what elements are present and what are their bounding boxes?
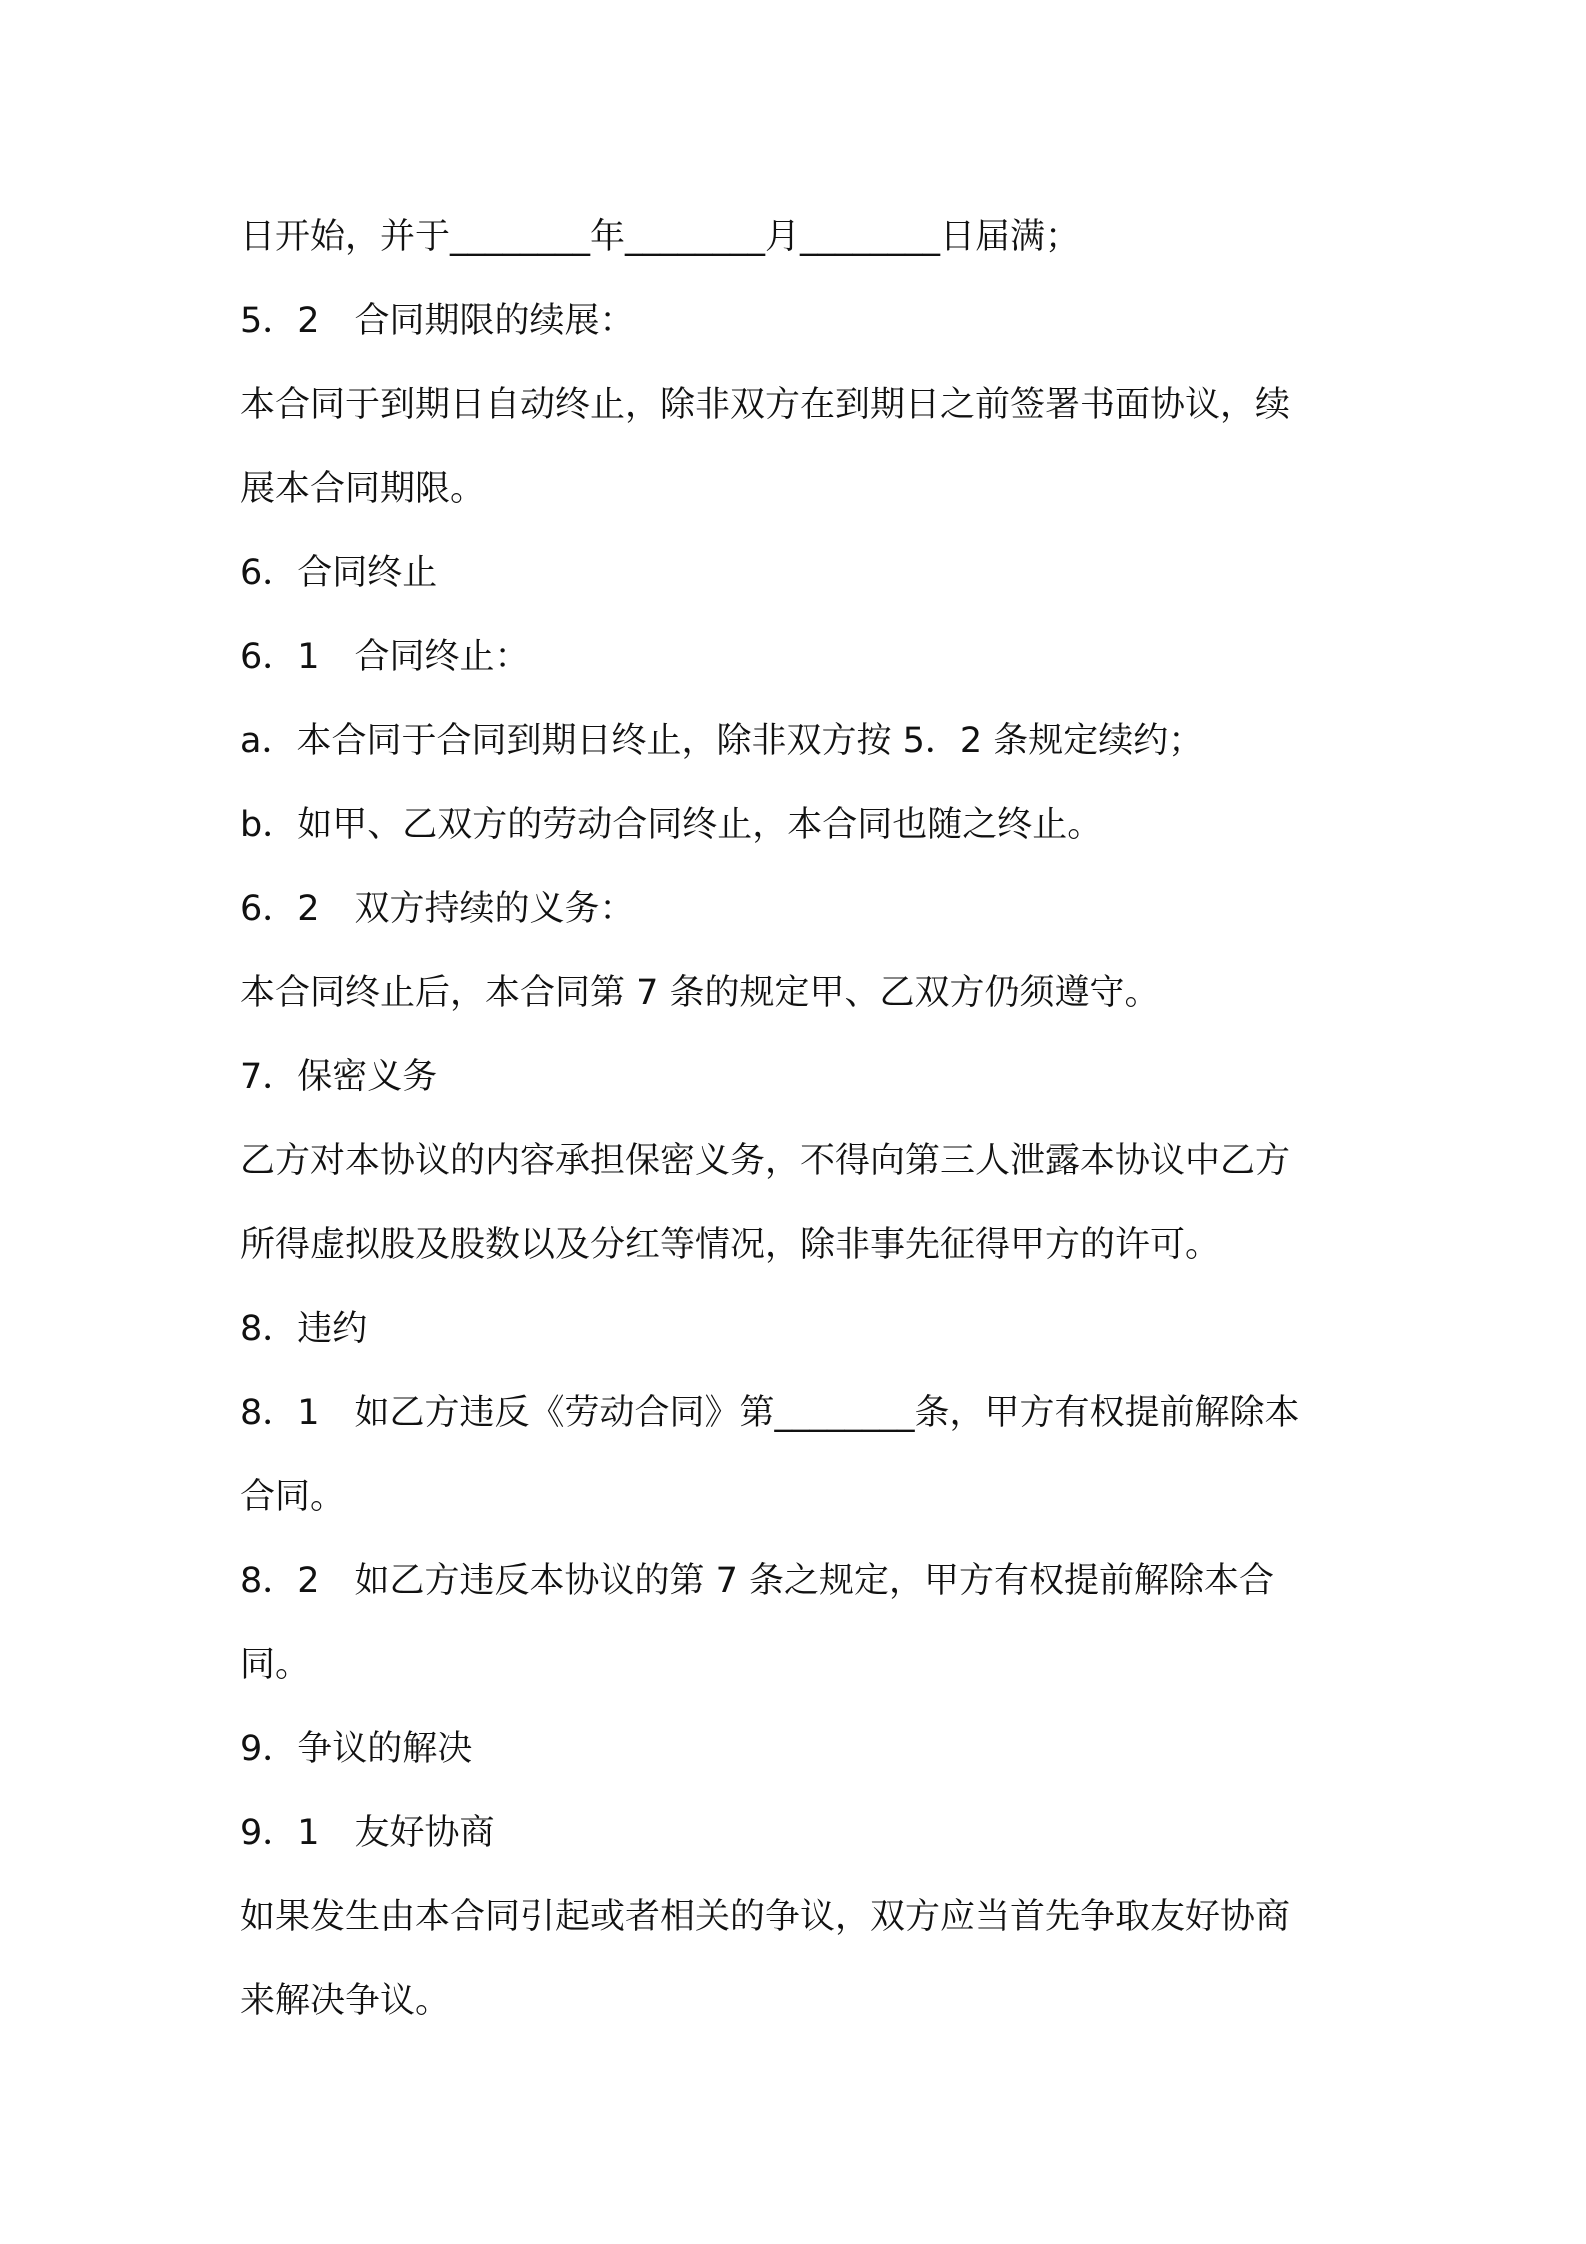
text-line: 来解决争议。 [240, 1981, 451, 2021]
text-line-item-b: b．如甲、乙双方的劳动合同终止，本合同也随之终止。 [240, 805, 1103, 845]
section-7-heading: 7．保密义务 [240, 1057, 438, 1097]
clause-9-1-heading: 9．1 友好协商 [240, 1813, 495, 1853]
text-line: 本合同于到期日自动终止，除非双方在到期日之前签署书面协议，续 [240, 385, 1291, 425]
clause-5-2-heading: 5．2 合同期限的续展： [240, 301, 635, 341]
section-6-heading: 6．合同终止 [240, 553, 438, 593]
text-line: 同。 [240, 1645, 311, 1685]
text-line: 如果发生由本合同引起或者相关的争议，双方应当首先争取友好协商 [240, 1897, 1291, 1937]
clause-8-1: 8．1 如乙方违反《劳动合同》第________条，甲方有权提前解除本 [240, 1393, 1300, 1433]
document-body [240, 195, 1360, 2043]
text-line-term-end: 日开始，并于________年________月________日届满； [240, 217, 1081, 257]
clause-6-1-heading: 6．1 合同终止： [240, 637, 530, 677]
text-line: 乙方对本协议的内容承担保密义务，不得向第三人泄露本协议中乙方 [240, 1141, 1291, 1181]
clause-8-2: 8．2 如乙方违反本协议的第 7 条之规定，甲方有权提前解除本合 [240, 1561, 1275, 1601]
text-line-item-a: a．本合同于合同到期日终止，除非双方按 5．2 条规定续约； [240, 721, 1204, 761]
clause-6-2-heading: 6．2 双方持续的义务： [240, 889, 635, 929]
text-line: 合同。 [240, 1477, 346, 1517]
text-line: 所得虚拟股及股数以及分红等情况，除非事先征得甲方的许可。 [240, 1225, 1221, 1265]
section-9-heading: 9．争议的解决 [240, 1729, 473, 1769]
text-line: 本合同终止后，本合同第 7 条的规定甲、乙双方仍须遵守。 [240, 973, 1160, 1013]
section-8-heading: 8．违约 [240, 1309, 368, 1349]
text-line: 展本合同期限。 [240, 469, 486, 509]
